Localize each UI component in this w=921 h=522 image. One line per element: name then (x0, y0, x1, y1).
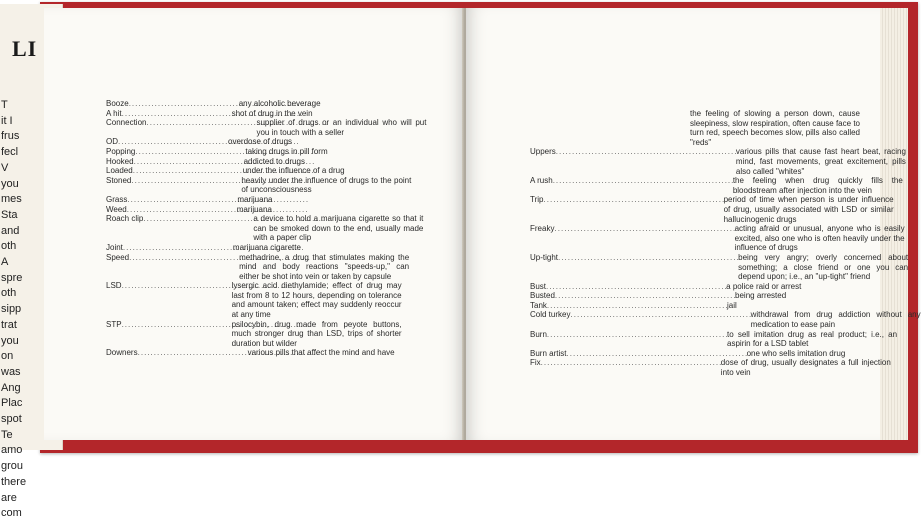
glossary-entry (530, 282, 860, 292)
glossary-term: Speed (106, 252, 130, 262)
back-page-line: amo (1, 444, 23, 457)
back-page-text (1, 98, 26, 522)
glossary-term: A rush (530, 176, 553, 186)
leader-dots (555, 291, 735, 301)
glossary-definition: one who sells imitation drug (746, 348, 846, 358)
glossary-definition: taking drugs in pill form (245, 146, 328, 156)
leader-dots (122, 320, 232, 330)
glossary-term: Fix (530, 358, 541, 368)
leader-dots (543, 195, 723, 205)
back-page-line: frus (1, 130, 20, 143)
back-page-line: Sta (1, 208, 18, 221)
back-page-title: LI (12, 36, 38, 61)
leader-dots (143, 214, 253, 224)
glossary-term: STP (106, 319, 122, 329)
glossary-definition: jail (727, 300, 737, 310)
glossary-entry (106, 99, 430, 109)
leader-dots (146, 118, 256, 128)
back-page-line: on (1, 350, 14, 363)
back-page-line: it I (1, 114, 13, 127)
leader-dots (547, 330, 727, 340)
leader-dots (122, 109, 232, 119)
glossary-term: A hit (106, 108, 122, 118)
glossary-entry (530, 224, 905, 253)
leader-dots (547, 301, 727, 311)
back-page-line: A (1, 256, 9, 269)
leader-dots (129, 99, 239, 109)
back-page-line: there (1, 475, 27, 488)
glossary-entry (106, 137, 430, 147)
glossary-entry (106, 109, 430, 119)
leader-dots (129, 253, 239, 263)
glossary-entry (530, 301, 860, 311)
glossary-term: Busted (530, 291, 555, 301)
glossary-term: OD (106, 137, 118, 147)
leader-dots (554, 224, 734, 234)
glossary-definition: being arrested (735, 291, 787, 301)
glossary-term: Downers (106, 348, 138, 358)
glossary-term: Trip (530, 195, 544, 205)
glossary-definition: under the influence of a drug (242, 166, 345, 176)
glossary-term: Uppers (530, 147, 556, 157)
back-page-line: you (1, 177, 19, 190)
glossary-term: Loaded (106, 166, 133, 176)
glossary-entry (530, 310, 921, 330)
glossary-entry (106, 214, 430, 243)
glossary-term: Hooked (106, 156, 134, 166)
glossary-definition: supplier of drugs or an individual who will put you in touch with a seller (256, 118, 427, 137)
glossary-definition: withdrawal from drug addiction without any medication to ease pain (750, 310, 921, 330)
back-page-line: fecl (1, 146, 19, 159)
glossary-definition: a police raid or arrest (726, 281, 802, 291)
glossary-definition: overdose of drugs (228, 137, 293, 147)
glossary-term: Roach clip (106, 214, 144, 224)
leader-dots (570, 310, 750, 320)
left-glossary (106, 99, 430, 358)
glossary-entry (106, 176, 430, 195)
back-page-line: mes (1, 193, 22, 206)
glossary-entry (106, 320, 430, 349)
back-page-line: are (1, 491, 17, 504)
glossary-term: Joint (106, 242, 123, 252)
glossary-entry (530, 147, 906, 176)
glossary-term: Cold turkey (530, 310, 571, 320)
glossary-term: Weed (106, 204, 127, 214)
glossary-definition: shot of drug in the vein (231, 108, 313, 118)
back-page-line: oth (1, 240, 17, 253)
back-page-line: you (1, 334, 19, 347)
glossary-term: Freaky (530, 224, 555, 234)
leader-dots (127, 205, 237, 215)
leader-dots (122, 281, 232, 291)
glossary-term: Popping (106, 146, 136, 156)
glossary-term: Up-tight (530, 252, 559, 262)
leader-dots (133, 166, 243, 176)
glossary-definition: marijuana (237, 194, 273, 204)
glossary-entry (106, 243, 430, 253)
glossary-definition: a device to hold a marijuana cigarette so that it can be smoked down to the end, usually made with a paper clip (253, 214, 424, 243)
glossary-definition: psilocybin, drug made from peyote buttons, much stronger drug than LSD, trips of shorter duration but wilder (231, 319, 402, 348)
glossary-entry (106, 166, 430, 176)
glossary-definition: methadrine, a drug that stimulates making the mind and body reactions "speeds-up," can either be shot into vein or taken by capsule (239, 252, 410, 281)
back-page-line: V (1, 161, 9, 174)
back-page-line: was (1, 365, 21, 378)
glossary-entry (106, 118, 430, 137)
leader-dots (556, 147, 736, 157)
glossary-definition: addicted to drugs (243, 156, 305, 166)
back-page-line: sipp (1, 303, 22, 316)
glossary-entry (530, 291, 860, 301)
leader-dots (123, 243, 233, 253)
glossary-term: Booze (106, 99, 129, 108)
glossary-definition: period of time when person is under influence of drug, usually associated with LSD or similar hallucinogenic drugs (723, 195, 894, 224)
leader-dots (566, 349, 746, 359)
leader-dots (546, 282, 726, 292)
leader-dots (541, 358, 721, 368)
glossary-definition: the feeling when drug quickly fills the bloodstream after injection into the vein (732, 176, 903, 195)
glossary-entry (530, 252, 909, 282)
glossary-definition: dose of drug, usually designates a full injection into vein (720, 358, 891, 378)
glossary-definition: various pills that affect the mind and have (247, 348, 395, 358)
back-page-line: grou (1, 460, 24, 473)
leader-dots (558, 253, 738, 263)
back-page-line: Plac (1, 397, 23, 410)
back-page-line: T (1, 99, 8, 111)
glossary-entry (106, 281, 430, 319)
glossary-term: Connection (106, 118, 147, 128)
right-glossary (530, 109, 921, 378)
glossary-continuation (530, 109, 860, 147)
glossary-entry (530, 358, 891, 378)
glossary-definition: being very angry; overly concerned about something; a close friend or one you can depend upon; i.e., an "up-tight" friend (738, 252, 909, 282)
glossary-term: Stoned (106, 175, 132, 185)
glossary-entry (530, 349, 860, 359)
glossary-term: Tank (530, 300, 547, 310)
glossary-entry (530, 195, 894, 224)
glossary-entry (106, 157, 430, 167)
back-page-line: trat (1, 318, 17, 331)
leader-dots (118, 137, 228, 147)
leader-dots (131, 176, 241, 186)
back-page-line: Ang (1, 381, 21, 394)
leader-dots (138, 348, 248, 358)
glossary-definition: heavily under the influence of drugs to the point of unconsciousness (241, 175, 412, 195)
glossary-definition: to sell imitation drug as real product; i.e., an aspirin for a LSD tablet (727, 329, 898, 349)
glossary-term: Burn artist (530, 348, 567, 358)
back-page-line: oth (1, 287, 17, 300)
glossary-definition: the feeling of slowing a person down, cause sleepiness, slow respiration, often cause face to turn red, speech becomes slow, pills also called "reds" (690, 109, 860, 147)
right-page (466, 8, 921, 440)
back-page-line: spre (1, 271, 23, 284)
leader-dots (553, 176, 733, 186)
glossary-definition: marijuana (236, 204, 272, 214)
glossary-definition: acting afraid or unusual, anyone who is easily excited, also one who is often heavily under the influence of drugs (734, 224, 905, 253)
leader-dots (134, 157, 244, 167)
glossary-entry (106, 205, 430, 215)
back-page-line: com (1, 507, 22, 520)
glossary-definition: marijuana cigarette (232, 242, 301, 252)
back-page-line: Te (1, 428, 13, 441)
glossary-entry (106, 147, 430, 157)
back-page-line: and (1, 224, 20, 237)
glossary-entry (106, 195, 430, 205)
glossary-entry (530, 176, 903, 195)
glossary-entry (530, 329, 898, 349)
leader-dots (127, 195, 237, 205)
glossary-term: LSD (106, 281, 122, 291)
glossary-definition: lysergic acid diethylamide; effect of drug may last from 8 to 12 hours, depending on tolerance and amount taken; effect may suddenly reoccur at any time (231, 281, 402, 320)
leader-dots (135, 147, 245, 157)
glossary-term: Bust (530, 281, 547, 291)
back-page-line: spot (1, 413, 22, 426)
glossary-definition: various pills that cause fast heart beat, racing mind, fast movements, great excitement, pills also called "whites" (735, 147, 906, 176)
left-page (44, 8, 464, 440)
glossary-entry (106, 348, 430, 358)
glossary-term: Grass (106, 194, 128, 204)
glossary-entry (106, 253, 430, 282)
glossary-definition: any alcoholic beverage (238, 99, 321, 108)
glossary-term: Burn (530, 329, 547, 339)
